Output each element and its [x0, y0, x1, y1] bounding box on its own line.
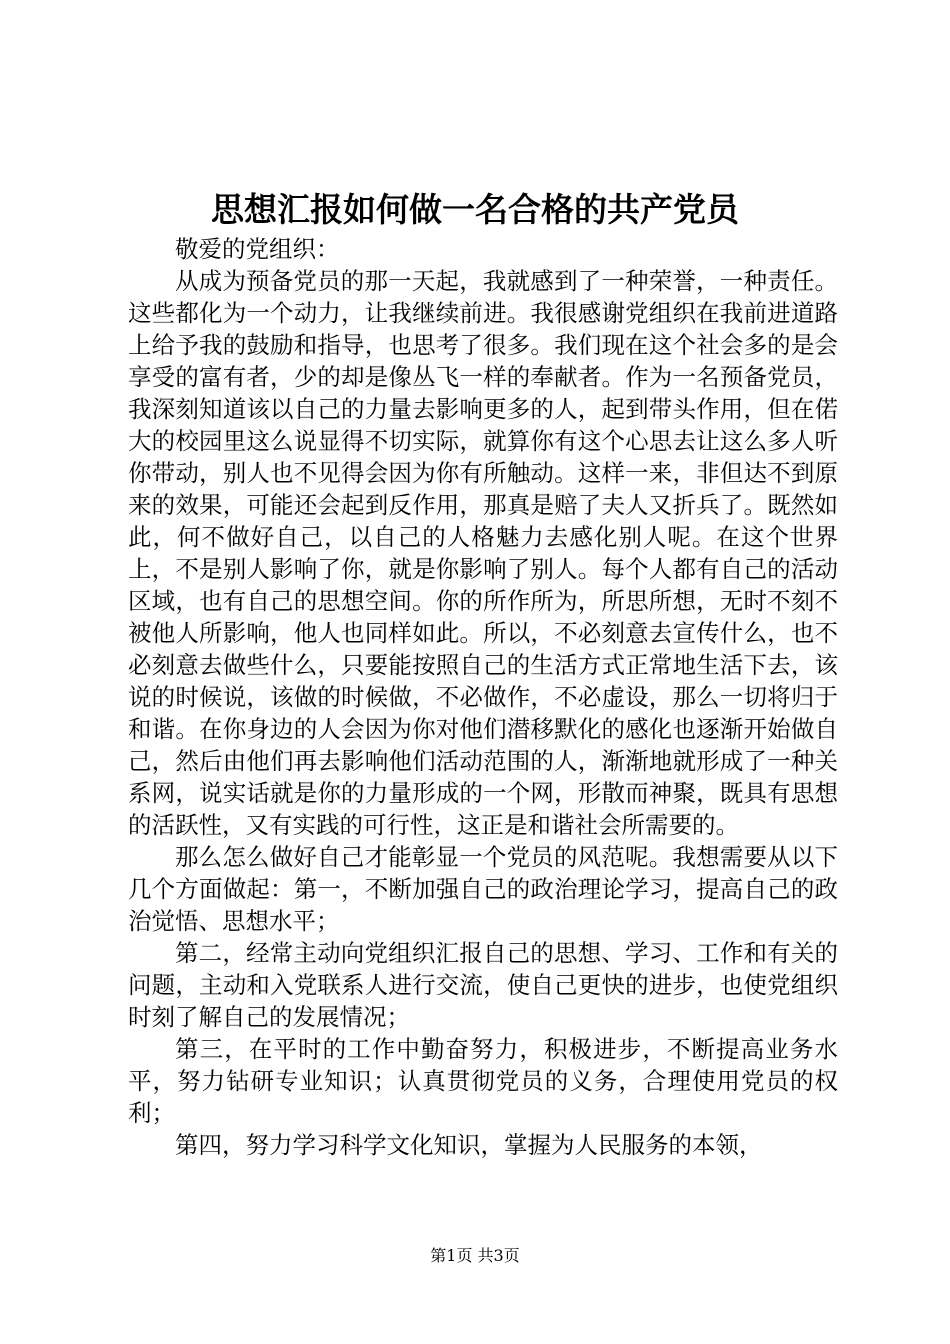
- salutation-paragraph: 敬爱的党组织：: [175, 235, 340, 263]
- body-paragraph: 那么怎么做好自己才能彰显一个党员的风范呢。我想需要从以下几个方面做起：第一，不断加强自己的政治理论学习，提高自己的政治觉悟、思想水平；: [128, 843, 838, 935]
- document-title: 思想汇报如何做一名合格的共产党员: [211, 190, 739, 229]
- body-paragraph: 从成为预备党员的那一天起，我就感到了一种荣誉，一种责任。这些都化为一个动力，让我继续前进。我很感谢党组织在我前进道路上给予我的鼓励和指导，也思考了很多。我们现在这个社会多的是会享受的富有者，少的却是像丛飞一样的奉献者。作为一名预备党员，我深刻知道该以自己的力量去影响更多的人，起到带头作用，但在偌大的校园里这么说显得不切实际，就算你有这个心思去让这么多人听你带动，别人也不见得会因为你有所触动。这样一来，非但达不到原来的效果，可能还会起到反作用，那真是赔了夫人又折兵了。既然如此，何不做好自己，以自己的人格魅力去感化别人呢。在这个世界上，不是别人影响了你，就是你影响了别人。每个人都有自己的活动区域，也有自己的思想空间。你的所作所为，所思所想，无时不刻不被他人所影响，他人也同样如此。所以，不必刻意去宣传什么，也不必刻意去做些什么，只要能按照自己的生活方式正常地生活下去，该说的时候说，该做的时候做，不必做作，不必虚设，那么一切将归于和谐。在你身边的人会因为你对他们潜移默化的感化也逐渐开始做自己，然后由他们再去影响他们活动范围的人，渐渐地就形成了一种关系网，说实话就是你的力量形成的一个网，形散而神聚，既具有思想的活跃性，又有实践的可行性，这正是和谐社会所需要的。: [128, 267, 838, 839]
- document-body: [128, 233, 838, 1161]
- body-paragraph: 第二，经常主动向党组织汇报自己的思想、学习、工作和有关的问题，主动和入党联系人进行交流，使自己更快的进步，也使党组织时刻了解自己的发展情况；: [128, 939, 838, 1031]
- body-paragraph: 第三，在平时的工作中勤奋努力，积极进步，不断提高业务水平，努力钻研专业知识；认真贯彻党员的义务，合理使用党员的权利；: [128, 1035, 838, 1127]
- body-paragraph: 第四，努力学习科学文化知识，掌握为人民服务的本领，: [175, 1131, 763, 1159]
- page-number-footer: 第1页 共3页: [430, 1246, 520, 1265]
